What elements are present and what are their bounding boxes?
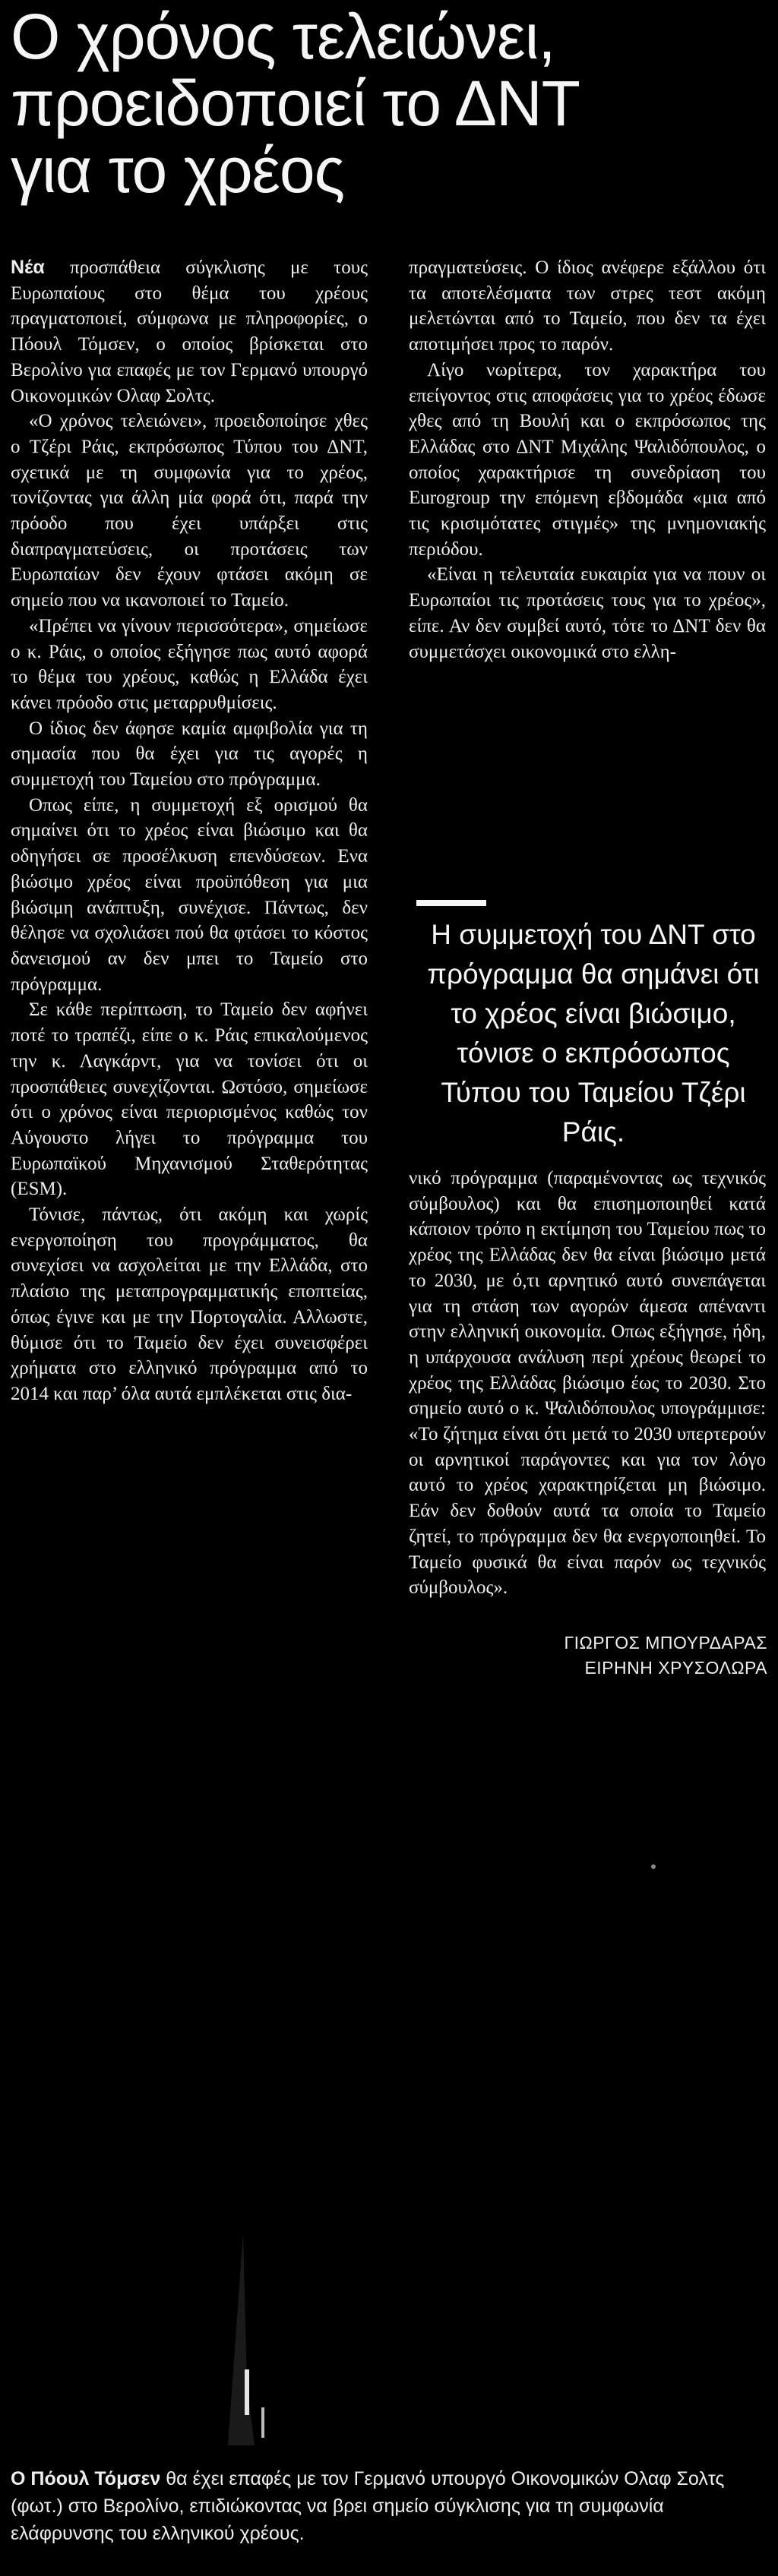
paragraph: Οπως είπε, η συμμετοχή εξ ορισμού θα σημαίνει ότι το χρέος είναι βιώσιμο και θα οδηγήσει σε προσέλκυση επενδύσεων. Ενα βιώσιμο χρέος είναι προϋπόθεση για μια βιώσιμη ανάπτυξη, συνέχισε. Πάντως, δεν θέλησε να σχολιάσει πού θα φτάσει το κόστος δανεισμού αν δεν μπει το Ταμείο στο πρόγραμμα. (11, 794, 368, 995)
lead-word: Νέα (11, 257, 45, 278)
paragraph: Ο ίδιος δεν άφησε καμία αμφιβολία για τη σημασία που θα έχει για τις αγορές η συμμετοχή του Ταμείου στο πρόγραμμα. (11, 718, 368, 791)
photo-image (0, 1701, 778, 2445)
headline-line-2: προειδοποιεί το ΔΝΤ (11, 68, 580, 139)
photo-caption (11, 2465, 770, 2547)
headline-line-3: για το χρέος (11, 134, 345, 206)
pull-quote: Η συμμετοχή του ΔΝΤ στο πρόγραμμα θα σημάνει ότι το χρέος είναι βιώσιμο, τόνισε ο εκπρόσωπος Τύπου του Ταμείου Τζέρι Ράις. (427, 919, 760, 1148)
byline-author-2: ΕΙΡΗΝΗ ΧΡΥΣΟΛΩΡΑ (584, 1658, 767, 1678)
paragraph: «Ο χρόνος τελειώνει», προειδοποίησε χθες ο Τζέρι Ράις, εκπρόσωπος Τύπου του ΔΝΤ, σχετικά με τη συμφωνία για το χρέος, τονίζοντας για άλλη μία φορά ότι, παρά την πρόοδο που έχει υπάρξει στις διαπραγματεύσεις, οι προτάσεις των Ευρωπαίων δεν έχουν φτάσει ακόμη σε σημείο που να ικανοποιεί το Ταμείο. (11, 411, 368, 611)
pull-quote-rule (416, 900, 486, 906)
article-photo (0, 1701, 778, 2445)
article-column-left (11, 255, 368, 1407)
paragraph: πραγματεύσεις. Ο ίδιος ανέφερε εξάλλου ότι τα αποτελέσματα των στρες τεστ ακόμη μελετώνται από το Ταμείο, που δεν τα έχει αποτιμήσει προς το παρόν. (409, 257, 766, 355)
paragraph: νικό πρόγραμμα (παραμένοντας ως τεχνικός σύμβουλος) και θα επισημοποιηθεί κατά κάποιον τρόπο η εκτίμηση του Ταμείου πως το χρέος της Ελλάδας δεν θα είναι βιώσιμο μετά το 2030, με ό,τι αρνητικό αυτό συνεπάγεται για τη στάση των αγορών άμεσα απέναντι στην ελληνική οικονομία. Οπως εξήγησε, ήδη, η υπάρχουσα ανάλυση περί χρέους θεωρεί το χρέος της Ελλάδας βιώσιμο έως το 2030. Στο σημείο αυτό ο κ. Ψαλιδόπουλος υπογράμμισε: «Το ζήτημα είναι ότι μετά το 2030 υπερτερούν οι αρνητικοί παράγοντες και για τον λόγο αυτό το χρέος χαρακτηρίζεται μη βιώσιμο. Εάν δεν δοθούν αυτά τα οποία το Ταμείο ζητεί, το πρόγραμμα δεν θα ενεργοποιηθεί. Το Ταμείο φυσικά θα είναι παρόν ως τεχνικός σύμβουλος». (409, 1168, 766, 1599)
article-column-right-top (409, 255, 766, 665)
paragraph: Σε κάθε περίπτωση, το Ταμείο δεν αφήνει ποτέ το τραπέζι, είπε ο κ. Ράις επικαλούμενος την κ. Λαγκάρντ, για να τονίσει ότι οι προσπάθειες συνεχίζονται. Ωστόσο, σημείωσε ότι ο χρόνος είναι περιορισμένος καθώς τον Αύγουστο λήγει το πρόγραμμα του Ευρωπαϊκού Μηχανισμού Σταθερότητας (ESM). (11, 999, 368, 1200)
caption-text: θα έχει επαφές με τον Γερμανό υπουργό Οικονομικών Ολαφ Σολτς (φωτ.) στο Βερολίνο, επιδιώκοντας να βρει σημείο σύγκλισης για τη συμφωνία ελάφρυνσης του ελληνικού χρέους. (11, 2468, 725, 2544)
paragraph-text: προσπάθεια σύγκλισης με τους Ευρωπαίους στο θέμα του χρέους πραγματοποιεί, σύμφωνα με πληροφορίες, ο Πόουλ Τόμσεν, ο οποίος βρίσκεται στο Βερολίνο για επαφές με τον Γερμανό υπουργό Οικονομικών Ολαφ Σολτς. (11, 257, 368, 406)
caption-lead: Ο Πόουλ Τόμσεν (11, 2468, 161, 2489)
article-column-right-bottom (409, 1166, 766, 1601)
headline-line-1: Ο χρόνος τελειώνει, (11, 1, 555, 72)
byline-author-1: ΓΙΩΡΓΟΣ ΜΠΟΥΡΔΑΡΑΣ (564, 1633, 767, 1653)
paragraph: Τόνισε, πάντως, ότι ακόμη και χωρίς ενεργοποίηση του προγράμματος, θα συνεχίσει να ασχολείται με την Ελλάδα, στο πλαίσιο της μεταπρογραμματικής εποπτείας, όπως έγινε και με την Πορτογαλία. Αλλωστε, θύμισε ότι το Ταμείο δεν έχει συνεισφέρει χρήματα στο ελληνικό πρόγραμμα από το 2014 και παρ’ όλα αυτά εμπλέκεται στις δια- (11, 1204, 368, 1404)
paragraph: «Πρέπει να γίνουν περισσότερα», σημείωσε ο κ. Ράις, ο οποίος εξήγησε πως αυτό αφορά το θέμα του χρέους, καθώς η Ελλάδα έχει κάνει πρόοδο στις μεταρρυθμίσεις. (11, 615, 368, 713)
paragraph: «Είναι η τελευταία ευκαιρία για να πουν οι Ευρωπαίοι τις προτάσεις τους για το χρέος», είπε. Αν δεν συμβεί αυτό, τότε το ΔΝΤ δεν θα συμμετάσχει οικονομικά στο ελλη- (409, 564, 766, 662)
paragraph: Λίγο νωρίτερα, τον χαρακτήρα του επείγοντος στις αποφάσεις για το χρέος έδωσε χθες από τη Βουλή και ο εκπρόσωπος της Ελλάδας στο ΔΝΤ Μιχάλης Ψαλιδόπουλος, ο οποίος χαρακτήρισε τη συνεδρίαση του Eurogroup την επόμενη εβδομάδα «μια από τις κρισιμότατες στιγμές» της μνημονιακής περιόδου. (409, 359, 766, 560)
article-headline (11, 3, 770, 204)
paragraph (11, 255, 368, 409)
